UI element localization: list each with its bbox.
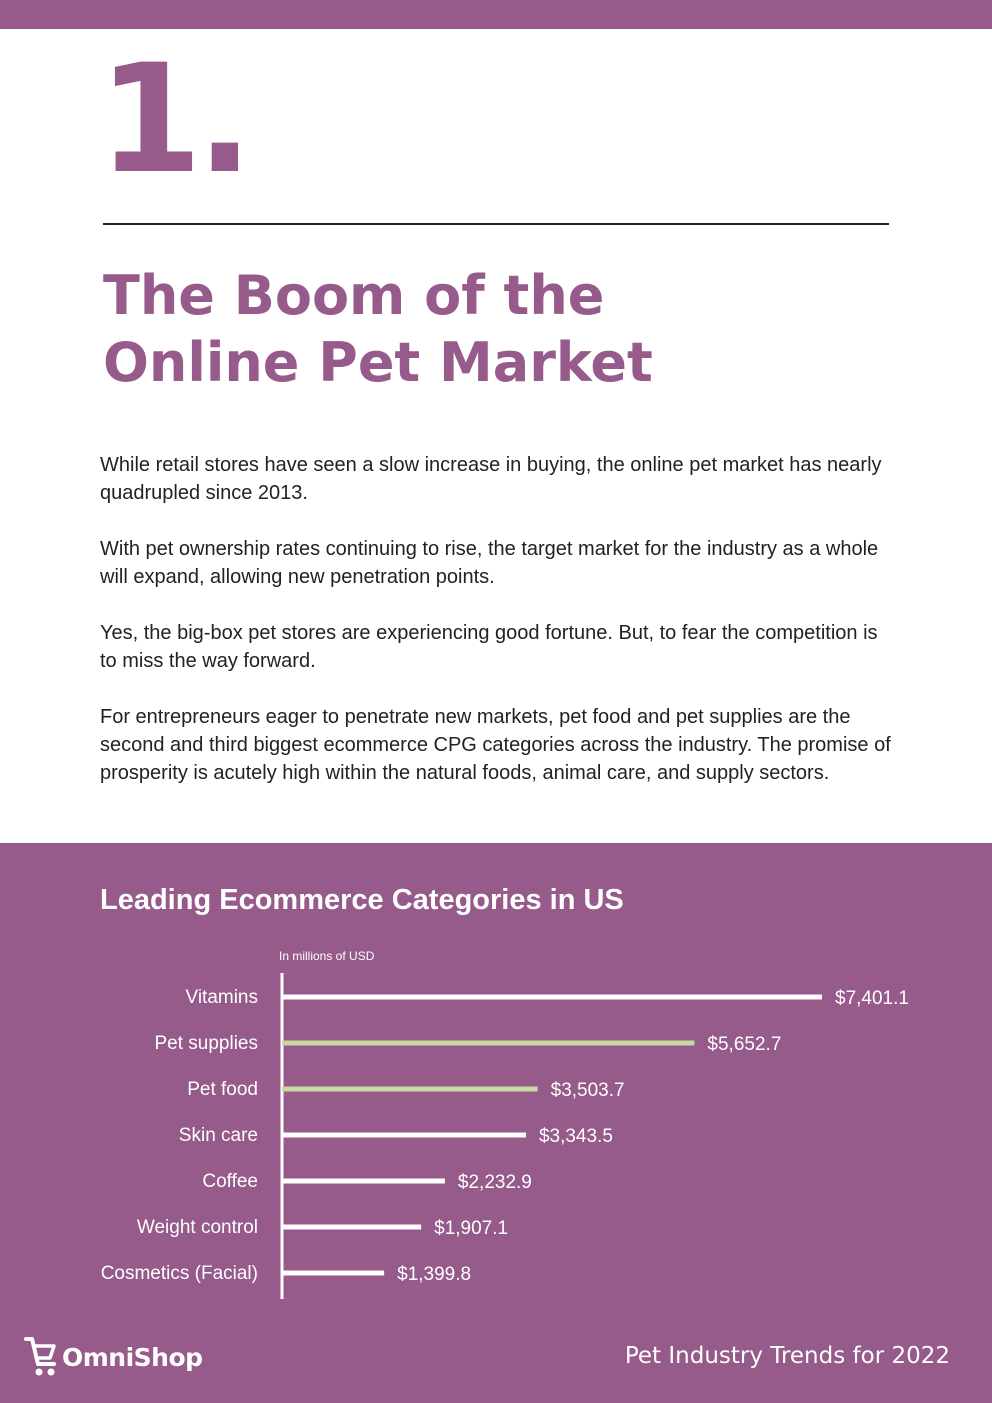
category-label: Pet supplies xyxy=(154,1033,258,1054)
footer-text: Pet Industry Trends for 2022 xyxy=(624,1343,950,1369)
paragraph: Yes, the big-box pet stores are experiencing good fortune. But, to fear the competition is to miss the way forward. xyxy=(100,622,878,672)
paragraph: While retail stores have seen a slow increase in buying, the online pet market has nearly quadrupled since 2013. xyxy=(100,454,882,504)
bar xyxy=(282,1087,538,1092)
value-label: $7,401.1 xyxy=(835,988,909,1009)
page-title-line-1: The Boom of the xyxy=(103,264,605,327)
category-label: Pet food xyxy=(187,1079,258,1100)
divider xyxy=(103,223,889,225)
category-label: Coffee xyxy=(202,1171,258,1192)
chart-title: Leading Ecommerce Categories in US xyxy=(100,884,624,916)
body-text xyxy=(100,451,892,815)
paragraph: With pet ownership rates continuing to rise, the target market for the industry as a whole will expand, allowing new penetration points. xyxy=(100,538,879,588)
cart-icon xyxy=(24,1336,58,1378)
value-label: $2,232.9 xyxy=(457,1172,532,1193)
bar xyxy=(282,1225,421,1230)
page-title-line-2: Online Pet Market xyxy=(103,331,653,394)
value-label: $1,907.1 xyxy=(434,1218,509,1239)
category-label: Skin care xyxy=(178,1125,258,1146)
chart-panel xyxy=(0,843,992,1403)
section-number: 1. xyxy=(98,33,248,207)
brand-name: OmniShop xyxy=(62,1342,203,1372)
bar xyxy=(282,1179,445,1184)
category-label: Vitamins xyxy=(185,987,258,1008)
category-label: Cosmetics (Facial) xyxy=(100,1263,258,1284)
category-label: Weight control xyxy=(136,1217,258,1238)
value-label: $3,503.7 xyxy=(550,1080,625,1101)
value-label: $1,399.8 xyxy=(397,1264,472,1285)
value-label: $3,343.5 xyxy=(538,1126,613,1147)
top-band xyxy=(0,0,992,29)
value-label: $5,652.7 xyxy=(707,1034,782,1055)
bar-chart xyxy=(0,843,992,1323)
paragraph: For entrepreneurs eager to penetrate new markets, pet food and pet supplies are the second and third biggest ecommerce CPG categories across the industry. The promise of prosperity is acutely high within the natural foods, animal care, and supply sectors. xyxy=(100,706,891,784)
bar xyxy=(282,1271,384,1276)
bar xyxy=(282,995,822,1000)
page-title xyxy=(103,262,863,396)
chart-subtitle: In millions of USD xyxy=(279,949,375,963)
brand-logo xyxy=(24,1335,203,1379)
bar xyxy=(282,1041,694,1046)
bar xyxy=(282,1133,526,1138)
